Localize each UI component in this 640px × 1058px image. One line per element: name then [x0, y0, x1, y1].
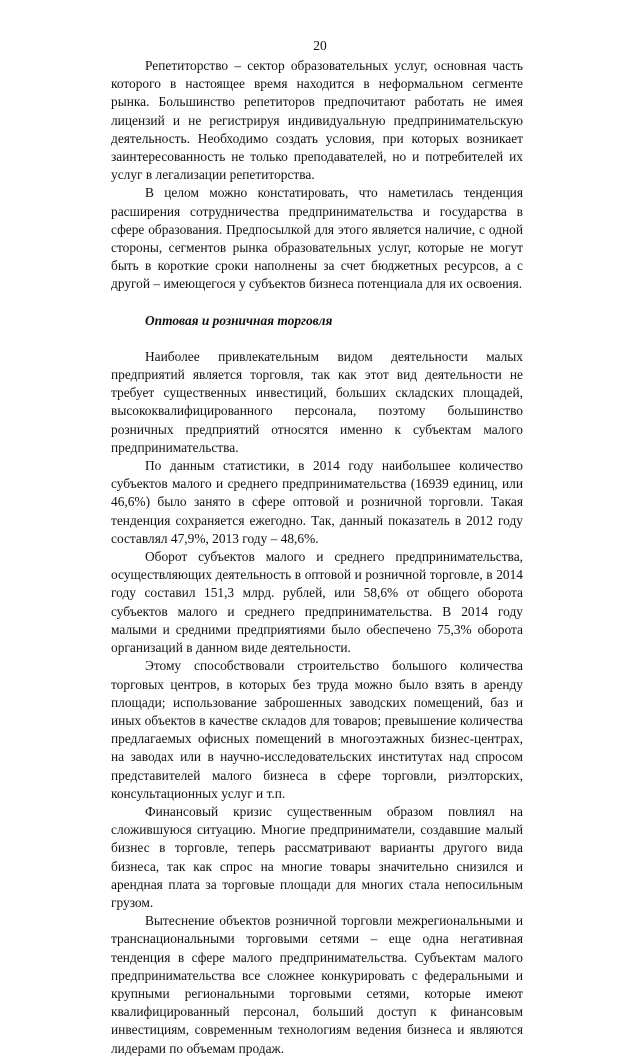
document-body — [111, 57, 523, 1058]
paragraph-financial-crisis: Финансовый кризис существенным образом повлиял на сложившуюся ситуацию. Многие предприниматели, создавшие малый бизнес в торговле, теперь рассматривают варианты другого вида бизнеса, так как спрос на многие товары значительно снизился и арендная плата за торговые площади для многих стала непосильным грузом. — [111, 803, 523, 910]
paragraph-statistics: По данным статистики, в 2014 году наибольшее количество субъектов малого и среднего предпринимательства (16939 единиц, или 46,6%) было занято в сфере оптовой и розничной торговли. Такая тенденция сохраняется ежегодно. Так, данный показатель в 2012 году составлял 47,9%, 2013 году – 48,6%. — [111, 458, 523, 546]
paragraph-education-cooperation: В целом можно констатировать, что наметилась тенденция расширения сотрудничества предпринимательства и государства в сфере образования. Предпосылкой для этого является наличие, с одной стороны, сегментов рынка образовательных услуг, которые не могут быть в короткие сроки наполнены за счет бюджетных ресурсов, а с другой – имеющегося у субъектов бизнеса потенциала для их освоения. — [111, 185, 523, 292]
paragraph-turnover: Оборот субъектов малого и среднего предпринимательства, осуществляющих деятельность в оптовой и розничной торговле, в 2014 году составил 151,3 млрд. рублей, или 58,6% от общего оборота субъектов малого и среднего предпринимательства. В 2014 году малыми и средними предприятиями было обеспечено 75,3% оборота организаций в данном виде деятельности. — [111, 549, 523, 656]
paragraph-trade-centers: Этому способствовали строительство большого количества торговых центров, в которых без труда можно было взять в аренду площади; использование заброшенных заводских помещений, баз и иных объектов в качестве складов для товаров; превышение количества предлагаемых офисных помещений в многоэтажных бизнес-центрах, на заводах или в научно-исследовательских институтах над спросом представителей малого бизнеса в сфере торговли, риэлторских, консультационных услуг и т.п. — [111, 658, 523, 801]
paragraph-tutoring: Репетиторство – сектор образовательных услуг, основная часть которого в настоящее время находится в неформальном сегменте рынка. Большинство репетиторов предпочитают работать не имея лицензий и не регистрируя индивидуальную предпринимательскую деятельность. Необходимо создать условия, при которых возникает заинтересованность не только преподавателей, но и потребителей их услуг в легализации репетиторства. — [111, 58, 523, 183]
paragraph-trade-attractiveness: Наиболее привлекательным видом деятельности малых предприятий является торговля, так как этот вид деятельности не требует существенных инвестиций, больших складских площадей, высококвалифицированного персонала, поэтому большинство розничных предприятий относятся именно к субъектам малого предпринимательства. — [111, 348, 523, 455]
section-heading: Оптовая и розничная торговля — [145, 312, 333, 328]
spacer — [111, 330, 523, 348]
page-number: 20 — [313, 38, 327, 53]
paragraph-retail-chains: Вытеснение объектов розничной торговли межрегиональными и транснациональными торговыми сетями – еще одна негативная тенденция в сфере малого предпринимательства. Субъектам малого предпринимательства все сложнее конкурировать с федеральными и крупными региональными торговыми сетями, которые имеют квалифицированный персонал, больший доступ к финансовым инвестициям, современным технологиям ведения бизнеса и являются лидерами по объемам продаж. — [111, 913, 523, 1056]
spacer — [111, 294, 523, 312]
